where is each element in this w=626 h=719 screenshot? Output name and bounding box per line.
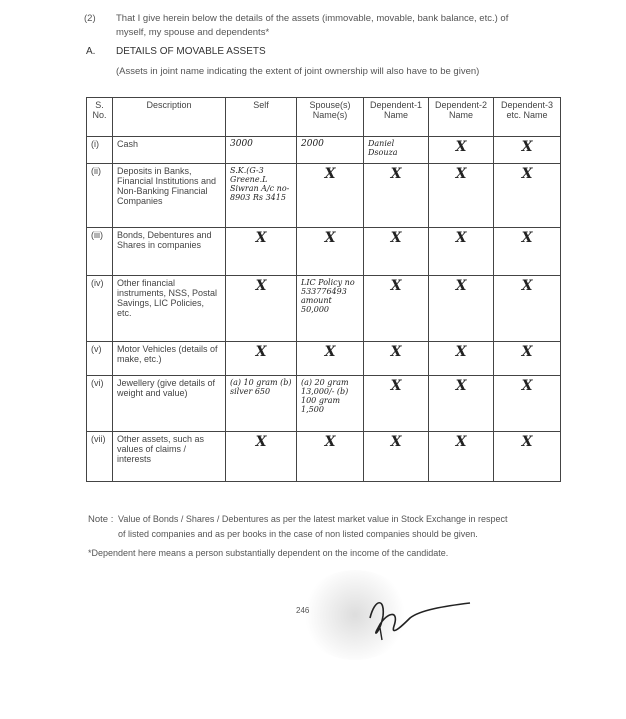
row-spouse: LIC Policy no 533776493 amount 50,000 — [297, 276, 364, 342]
row-dep3: X — [494, 164, 561, 228]
row-no: (vi) — [87, 376, 113, 432]
col-dependent-3: Dependent-3 etc. Name — [494, 98, 561, 137]
row-dep1: X — [364, 342, 429, 376]
row-no: (vii) — [87, 432, 113, 482]
table-row — [87, 342, 561, 376]
table-row — [87, 376, 561, 432]
section-letter: A. — [86, 46, 96, 57]
movable-assets-table — [86, 97, 561, 482]
col-sno: S. No. — [87, 98, 113, 137]
row-spouse: X — [297, 228, 364, 276]
table-row — [87, 164, 561, 228]
row-desc: Other assets, such as values of claims / interests — [113, 432, 226, 482]
row-dep1: X — [364, 376, 429, 432]
row-dep1: Daniel Dsouza — [364, 137, 429, 164]
row-dep3: X — [494, 137, 561, 164]
row-self: 3000 — [226, 137, 297, 164]
col-spouse: Spouse(s) Name(s) — [297, 98, 364, 137]
row-dep3: X — [494, 376, 561, 432]
row-spouse: X — [297, 342, 364, 376]
table-row — [87, 432, 561, 482]
row-dep2: X — [429, 432, 494, 482]
item-number: (2) — [84, 13, 96, 24]
note-label: Note : — [88, 514, 114, 525]
intro-line-2: myself, my spouse and dependents* — [116, 27, 270, 38]
row-desc: Jewellery (give details of weight and value) — [113, 376, 226, 432]
page-mark: 246 — [296, 606, 310, 615]
row-dep2: X — [429, 276, 494, 342]
signature-icon — [350, 588, 480, 648]
row-spouse: (a) 20 gram 13,000/- (b) 100 gram 1,500 — [297, 376, 364, 432]
row-dep3: X — [494, 432, 561, 482]
col-description: Description — [113, 98, 226, 137]
row-desc: Bonds, Debentures and Shares in companies — [113, 228, 226, 276]
section-note: (Assets in joint name indicating the extent of joint ownership will also have to be given) — [116, 66, 480, 77]
row-no: (i) — [87, 137, 113, 164]
row-dep2: X — [429, 228, 494, 276]
note-line-2: of listed companies and as per books in the case of non listed companies should be given. — [118, 529, 478, 539]
row-self: X — [226, 228, 297, 276]
col-dependent-1: Dependent-1 Name — [364, 98, 429, 137]
row-self: X — [226, 276, 297, 342]
table-row — [87, 276, 561, 342]
row-no: (iii) — [87, 228, 113, 276]
row-dep1: X — [364, 228, 429, 276]
row-desc: Motor Vehicles (details of make, etc.) — [113, 342, 226, 376]
table-row — [87, 228, 561, 276]
row-spouse: X — [297, 432, 364, 482]
intro-line-1: That I give herein below the details of the assets (immovable, movable, bank balance, etc.) of — [116, 13, 509, 24]
row-self: X — [226, 342, 297, 376]
row-no: (iv) — [87, 276, 113, 342]
row-dep2: X — [429, 164, 494, 228]
row-no: (ii) — [87, 164, 113, 228]
row-dep2: X — [429, 376, 494, 432]
row-self: X — [226, 432, 297, 482]
row-self: (a) 10 gram (b) silver 650 — [226, 376, 297, 432]
row-dep3: X — [494, 276, 561, 342]
row-no: (v) — [87, 342, 113, 376]
row-dep3: X — [494, 342, 561, 376]
row-spouse: X — [297, 164, 364, 228]
row-desc: Cash — [113, 137, 226, 164]
row-dep1: X — [364, 276, 429, 342]
section-title: DETAILS OF MOVABLE ASSETS — [116, 46, 266, 57]
table-row — [87, 137, 561, 164]
row-dep1: X — [364, 432, 429, 482]
row-dep2: X — [429, 137, 494, 164]
dependent-note: *Dependent here means a person substantially dependent on the income of the candidate. — [88, 548, 449, 558]
row-dep2: X — [429, 342, 494, 376]
row-desc: Deposits in Banks, Financial Institutions and Non-Banking Financial Companies — [113, 164, 226, 228]
row-spouse: 2000 — [297, 137, 364, 164]
row-dep1: X — [364, 164, 429, 228]
col-dependent-2: Dependent-2 Name — [429, 98, 494, 137]
row-self: S.K.(G-3 Greene.L Siwran A/c no-8903 Rs 3415 — [226, 164, 297, 228]
table-header-row — [87, 98, 561, 137]
col-self: Self — [226, 98, 297, 137]
row-desc: Other financial instruments, NSS, Postal Savings, LIC Policies, etc. — [113, 276, 226, 342]
note-line-1: Value of Bonds / Shares / Debentures as per the latest market value in Stock Exchange in respect — [118, 514, 508, 524]
row-dep3: X — [494, 228, 561, 276]
